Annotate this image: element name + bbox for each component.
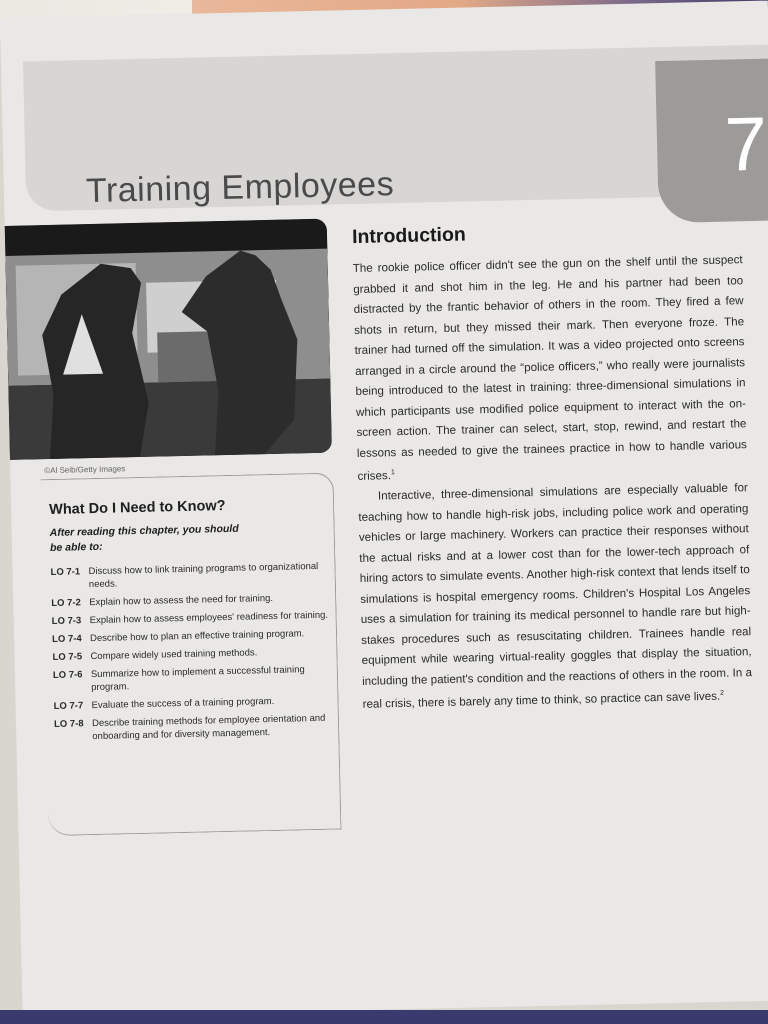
- objective-id: LO 7-8: [53, 718, 84, 730]
- objective-text: Describe training methods for employee orientation and onboarding and for diversity management.: [91, 712, 326, 743]
- chapter-header: [23, 44, 768, 211]
- objective-id: LO 7-2: [51, 597, 81, 609]
- intro-paragraph-1: [353, 250, 748, 487]
- learning-objectives-box: [40, 473, 341, 837]
- objective-item: [53, 663, 338, 695]
- objective-item: [52, 609, 336, 628]
- objective-text: Explain how to assess employees' readiness for training.: [89, 609, 329, 627]
- paragraph-text: Interactive, three-dimensional simulations are especially valuable for teaching how to handle high-risk jobs, including police work and operating vehicles or large machinery. Workers can practice their responses without the actual risks and at a lower cost than for the lower-tech approach of hiring actors to simulate events. Another high-risk context that lends itself to simulations is hospital emergency rooms. Children's Hospital Los Angeles uses a simulation for training its medical personnel to handle rare but high-stakes procedures such as resuscitating children. Trainees handle real equipment while wearing virtual-reality goggles that display the situation, including the patient's condition and the reactions of others in the room. In a real crisis, there is barely any time to think, so practice can save lives.: [358, 481, 753, 712]
- objective-text: Explain how to assess the need for training.: [89, 592, 274, 609]
- training-simulation-photo: [5, 219, 332, 460]
- introduction-section: [352, 217, 753, 715]
- objectives-title: What Do I Need to Know?: [48, 498, 226, 519]
- objective-item: [52, 627, 336, 646]
- objective-id: LO 7-7: [53, 700, 84, 712]
- photo-credit: ©Al Seib/Getty Images: [44, 464, 126, 476]
- objective-id: LO 7-4: [51, 633, 82, 645]
- footnote-ref: 1: [390, 469, 395, 477]
- objective-text: Summarize how to implement a successful training program.: [90, 664, 305, 694]
- objective-item: [52, 645, 336, 664]
- introduction-heading: Introduction: [351, 223, 467, 249]
- objective-item: [51, 591, 335, 610]
- objective-text: Describe how to plan an effective training program.: [89, 628, 305, 645]
- intro-paragraph-2: [358, 479, 753, 716]
- footnote-ref: 2: [720, 690, 725, 698]
- objective-id: LO 7-1: [50, 566, 81, 578]
- paragraph-text: The rookie police officer didn't see the gun on the shelf until the suspect grabbed it and shot him in the leg. He and his partner had been too distracted by the frantic behavior of others in the room. They fired a few shots in return, but they missed their mark. Then everyone froze. The trainer had turned off the simulation. It was a video projected onto screens arranged in a circle around the “police officers,” who really were journalists being introduced to the latest in training: three-dimensional simulations in which participants use modified police equipment to interact with the on-screen action. The trainer can select, start, stop, rewind, and restart the lessons as needed to give the trainees practice in how to handle various crises.: [352, 253, 748, 483]
- objective-text: Compare widely used training methods.: [90, 647, 258, 663]
- objective-item: [53, 694, 337, 713]
- objective-text: Discuss how to link training programs to organizational needs.: [88, 560, 319, 591]
- objective-text: Evaluate the success of a training program.: [91, 695, 275, 712]
- desk-edge: [0, 1010, 768, 1024]
- objective-id: LO 7-5: [52, 651, 83, 663]
- objective-id: LO 7-3: [51, 615, 82, 627]
- objectives-list: [50, 560, 338, 749]
- objectives-subtitle: After reading this chapter, you should be able to:: [49, 522, 239, 554]
- chapter-tab: [655, 58, 768, 223]
- objective-id: LO 7-6: [52, 669, 83, 681]
- book-page: [0, 1, 768, 1018]
- objective-item: [54, 712, 339, 744]
- chapter-number: 7: [723, 101, 768, 188]
- chapter-title: Training Employees: [85, 165, 395, 211]
- objective-item: [50, 560, 335, 592]
- chapter-photo: [5, 219, 332, 460]
